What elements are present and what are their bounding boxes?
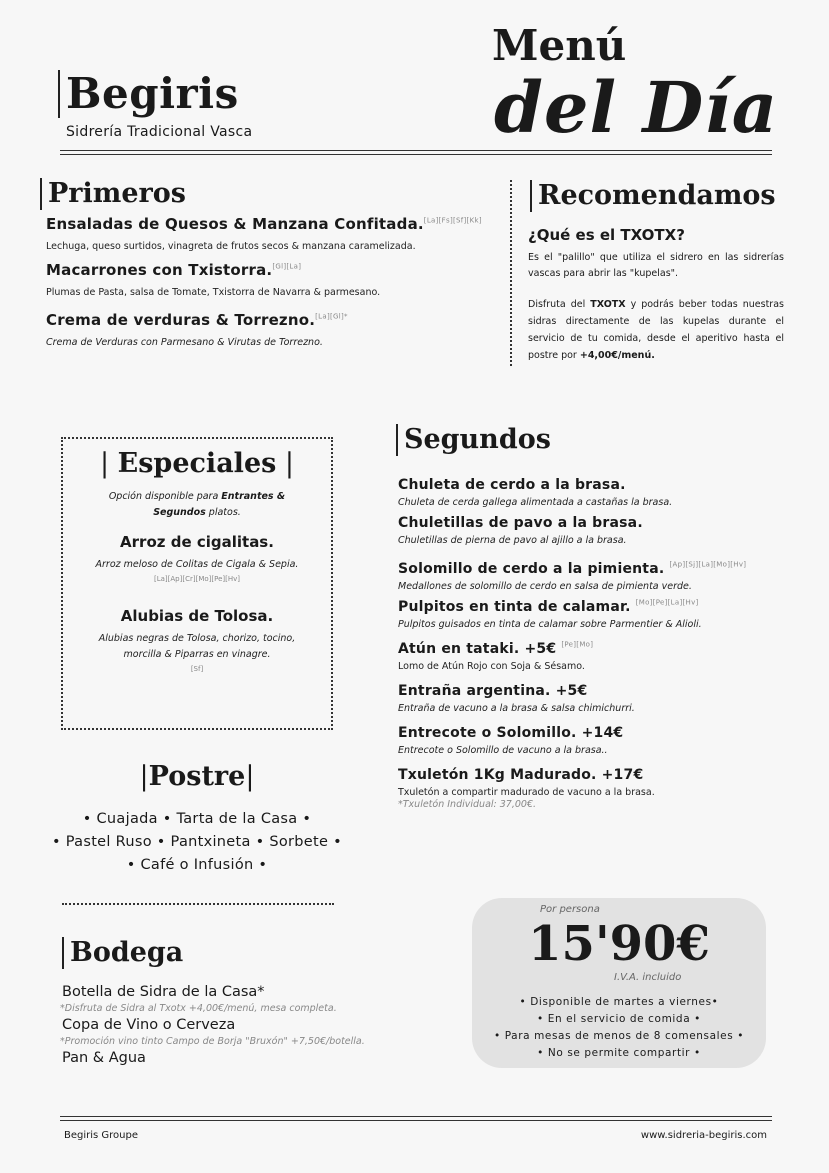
list-item: • Café o Infusión • [126,857,268,873]
list-item [398,722,798,756]
dish-name: Entrecote o Solomillo. +14€ [398,725,624,741]
dish-name: Alubias de Tolosa. [120,607,274,625]
dish-name: Pulpitos en tinta de calamar. [398,599,631,615]
dish-name: Chuleta de cerdo a la brasa. [398,477,626,493]
list-item: • Pastel Ruso • Pantxineta • Sorbete • [52,834,342,850]
dish-description: Medallones de solomillo de cerdo en salsa de pimienta verde. [398,581,692,592]
txotx-definition: Es el "palillo" que utiliza el sidrero en las sidrerías vascas para abrir las "kupelas". [528,252,784,279]
price-label: Por persona [540,904,600,915]
dish-name: Chuletillas de pavo a la brasa. [398,515,643,531]
allergen-tags: [Gl][La] [272,262,302,271]
dish-name: Atún en tataki. +5€ [398,641,557,657]
especiales-heading: | Especiales | [99,448,295,479]
list-item [398,474,798,508]
dish-name: Ensaladas de Quesos & Manzana Confitada. [46,215,424,233]
list-item: Botella de Sidra de la Casa* [62,984,265,1000]
brand-subtitle: Sidrería Tradicional Vasca [66,124,253,140]
dish-description: Plumas de Pasta, salsa de Tomate, Txistorra de Navarra & parmesano. [46,287,381,298]
list-item: Pan & Agua [62,1050,146,1066]
brand-name: Begiris [66,69,239,118]
allergen-tags: [Pe][Mo] [561,640,594,649]
title-menu: Menú [492,21,627,70]
dish-description: Lechuga, queso surtidos, vinagreta de frutos secos & manzana caramelizada. [46,241,416,252]
list-item [398,764,798,810]
footer-rule [60,1116,772,1121]
brand-block [58,70,239,118]
dish-description: Pulpitos guisados en tinta de calamar sobre Parmentier & Alioli. [398,619,702,630]
price-iva: I.V.A. incluido [614,972,682,983]
dish-note: *Txuletón Individual: 37,00€. [398,799,537,810]
allergen-tags: [La][Fs][Sf][Kk] [423,216,482,225]
allergen-tags: [Sf] [190,665,204,673]
dish-description: Crema de Verduras con Parmesano & Virutas de Torrezno. [46,337,323,348]
footer-left: Begiris Groupe [64,1130,139,1141]
allergen-tags: [Mo][Pe][La][Hv] [635,598,699,607]
segundos-list [398,474,798,810]
txotx-offer: Disfruta del TXOTX y podrás beber todas nuestras sidras directamente de las kupelas durante el servicio de tu comida, desde el aperitivo hasta el postre por +4,00€/menú. [528,299,784,361]
dish-name: Crema de verduras & Torrezno. [46,311,316,329]
footer-website-link[interactable]: www.sidreria-begiris.com [640,1130,767,1141]
postre-heading: |Postre| [139,761,255,792]
dish-name: Macarrones con Txistorra. [46,261,273,279]
dish-description: Arroz meloso de Colitas de Cigala & Sepia. [95,559,299,570]
dish-description: Entrecote o Solomillo de vacuno a la brasa.. [398,745,608,756]
bodega-note: *Promoción vino tinto Campo de Borja "Bruxón" +7,50€/botella. [60,1036,365,1047]
list-item [46,260,506,298]
list-item [63,533,331,583]
price-box [472,898,766,1068]
list-item: • Para mesas de menos de 8 comensales • [493,1030,745,1042]
list-item [46,310,506,348]
list-item: • No se permite compartir • [537,1047,701,1059]
especiales-intro: Opción disponible para Entrantes & Segundos platos. [108,491,286,518]
dish-name: Entraña argentina. +5€ [398,683,588,699]
especiales-box [61,437,333,730]
dish-description: Chuleta de cerda gallega alimentada a castañas la brasa. [398,497,673,508]
list-item: • Cuajada • Tarta de la Casa • [82,811,312,827]
bodega-list [60,984,460,1066]
recomendamos-body [528,226,784,364]
dish-description: Txuletón a compartir madurado de vacuno a la brasa. [398,787,655,798]
postre-divider [62,903,334,905]
postre-list [30,808,364,877]
list-item: • En el servicio de comida • [537,1013,701,1025]
allergen-tags: [La][Gl]* [315,312,348,321]
list-item [398,558,798,592]
list-item [398,680,798,714]
price-conditions [472,994,766,1062]
bodega-heading: Bodega [62,937,183,969]
dish-description: Lomo de Atún Rojo con Soja & Sésamo. [398,661,585,672]
price-amount: 15'90€ [528,916,710,972]
allergen-tags: [Ap][Sj][La][Mo][Hv] [669,560,747,569]
dish-name: Txuletón 1Kg Madurado. +17€ [398,767,644,783]
list-item: • Disponible de martes a viernes• [519,996,719,1008]
primeros-heading: Primeros [40,178,186,210]
column-divider [510,180,512,366]
dish-name: Solomillo de cerdo a la pimienta. [398,561,665,577]
allergen-tags: [La][Ap][Cr][Mo][Pe][Hv] [154,575,240,583]
recomendamos-heading: Recomendamos [530,180,776,212]
list-item [398,596,798,630]
list-item [46,214,506,252]
bodega-note: *Disfruta de Sidra al Txotx +4,00€/menú, mesa completa. [60,1003,337,1014]
header-rule [60,150,772,155]
primeros-list [46,214,506,348]
list-item [398,638,798,672]
dish-description: Entraña de vacuno a la brasa & salsa chimichurri. [398,703,635,714]
list-item [398,512,798,546]
dish-description: Chuletillas de pierna de pavo al ajillo a la brasa. [398,535,627,546]
segundos-heading: Segundos [396,424,551,456]
dish-name: Arroz de cigalitas. [120,533,274,551]
dish-description: Alubias negras de Tolosa, chorizo, tocino, morcilla & Piparras en vinagre. [98,633,296,660]
list-item [63,607,331,673]
txotx-question: ¿Qué es el TXOTX? [528,226,685,244]
title-del-dia: del Día [494,66,779,149]
list-item: Copa de Vino o Cerveza [62,1017,236,1033]
